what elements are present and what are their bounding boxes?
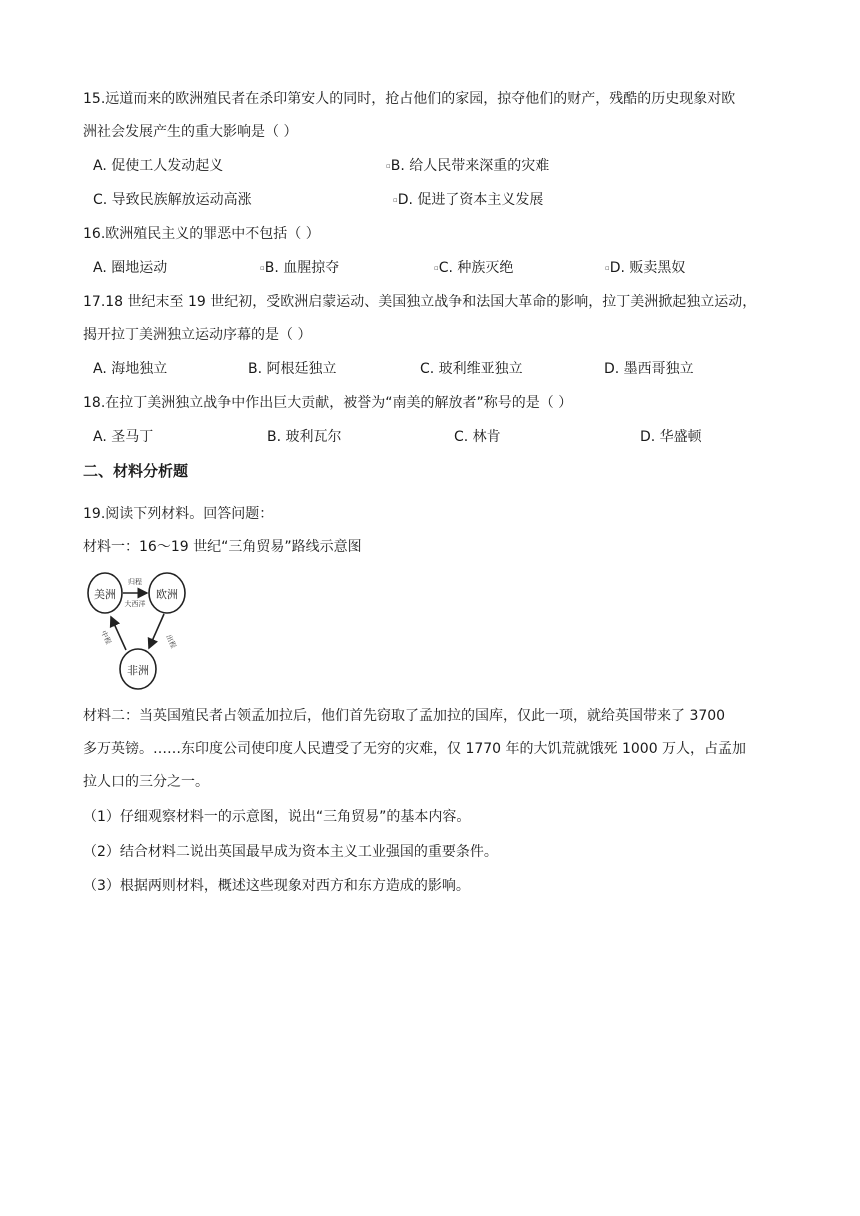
q17-option-c: C. 玻利维亚独立 [420, 361, 523, 377]
q15-option-d-text: D. 促进了资本主义发展 [397, 192, 544, 208]
q15-stem-line2: 洲社会发展产生的重大影响是（ ） [83, 124, 298, 140]
option-marker: ▫ [386, 162, 391, 170]
q15-option-b [386, 156, 549, 176]
q19-subquestion-3: （3）根据两则材料，概述这些现象对西方和东方造成的影响。 [83, 878, 470, 894]
material2-line2: 多万英镑。……东印度公司使印度人民遭受了无穷的灾难，仅 1770 年的大饥荒就饿死 1000 万人，占孟加 [83, 741, 747, 757]
q17-stem-line2: 揭开拉丁美洲独立运动序幕的是（ ） [83, 327, 312, 343]
q17-stem-line1: 17.18 世纪末至 19 世纪初，受欧洲启蒙运动、美国独立战争和法国大革命的影响，拉丁美洲掀起独立运动， [83, 294, 757, 310]
q16-option-c [434, 258, 513, 278]
europe-label: 欧洲 [156, 588, 178, 601]
q19-subquestion-2: （2）结合材料二说出英国最早成为资本主义工业强国的重要条件。 [83, 844, 498, 860]
material2-line1: 材料二：当英国殖民者占领孟加拉后，他们首先窃取了孟加拉的国库，仅此一项，就给英国带来了 3700 [83, 708, 726, 724]
q18-option-c: C. 林肯 [454, 429, 501, 445]
q16-option-d-text: D. 贩卖黑奴 [609, 260, 686, 276]
q17-option-a: A. 海地独立 [93, 361, 168, 377]
middle-passage-label: 中程 [99, 629, 113, 646]
middle-passage-arrow [111, 617, 126, 650]
q15-stem-line1: 15.远道而来的欧洲殖民者在杀印第安人的同时，抢占他们的家园，掠夺他们的财产，残酷的历史现象对欧 [83, 91, 736, 107]
q18-option-d: D. 华盛顿 [640, 429, 702, 445]
q16-option-c-text: C. 种族灭绝 [438, 260, 514, 276]
material1-label: 材料一：16～19 世纪“三角贸易”路线示意图 [83, 539, 362, 555]
q17-option-d: D. 墨西哥独立 [604, 361, 694, 377]
q16-option-b-text: B. 血腥掠夺 [264, 260, 340, 276]
triangle-trade-diagram [86, 568, 196, 694]
q15-option-d [393, 190, 543, 210]
q17-option-b: B. 阿根廷独立 [248, 361, 337, 377]
section-heading: 二、材料分析题 [83, 462, 189, 480]
q16-option-a: A. 圈地运动 [93, 260, 168, 276]
americas-label: 美洲 [94, 588, 116, 601]
q19-intro: 19.阅读下列材料。回答问题： [83, 506, 274, 522]
option-marker: ▫ [434, 264, 439, 272]
q18-option-a: A. 圣马丁 [93, 429, 154, 445]
outbound-leg-label: 出程 [164, 633, 178, 650]
q15-option-b-text: B. 给人民带来深重的灾难 [390, 158, 550, 174]
material2-line3: 拉人口的三分之一。 [83, 774, 209, 790]
option-marker: ▫ [605, 264, 610, 272]
q18-option-b: B. 玻利瓦尔 [267, 429, 342, 445]
q16-option-b [260, 258, 339, 278]
option-marker: ▫ [393, 196, 398, 204]
q16-stem: 16.欧洲殖民主义的罪恶中不包括（ ） [83, 226, 320, 242]
q15-option-a: A. 促使工人发动起义 [93, 158, 224, 174]
q15-option-c: C. 导致民族解放运动高涨 [93, 192, 252, 208]
q19-subquestion-1: （1）仔细观察材料一的示意图，说出“三角贸易”的基本内容。 [83, 809, 471, 825]
q16-option-d [605, 258, 685, 278]
return-leg-label: 归程 [128, 578, 142, 586]
atlantic-label: 大西洋 [124, 600, 146, 608]
outbound-leg-arrow [149, 614, 164, 648]
africa-label: 非洲 [127, 664, 149, 677]
option-marker: ▫ [260, 264, 265, 272]
q18-stem: 18.在拉丁美洲独立战争中作出巨大贡献，被誉为“南美的解放者”称号的是（ ） [83, 395, 573, 411]
